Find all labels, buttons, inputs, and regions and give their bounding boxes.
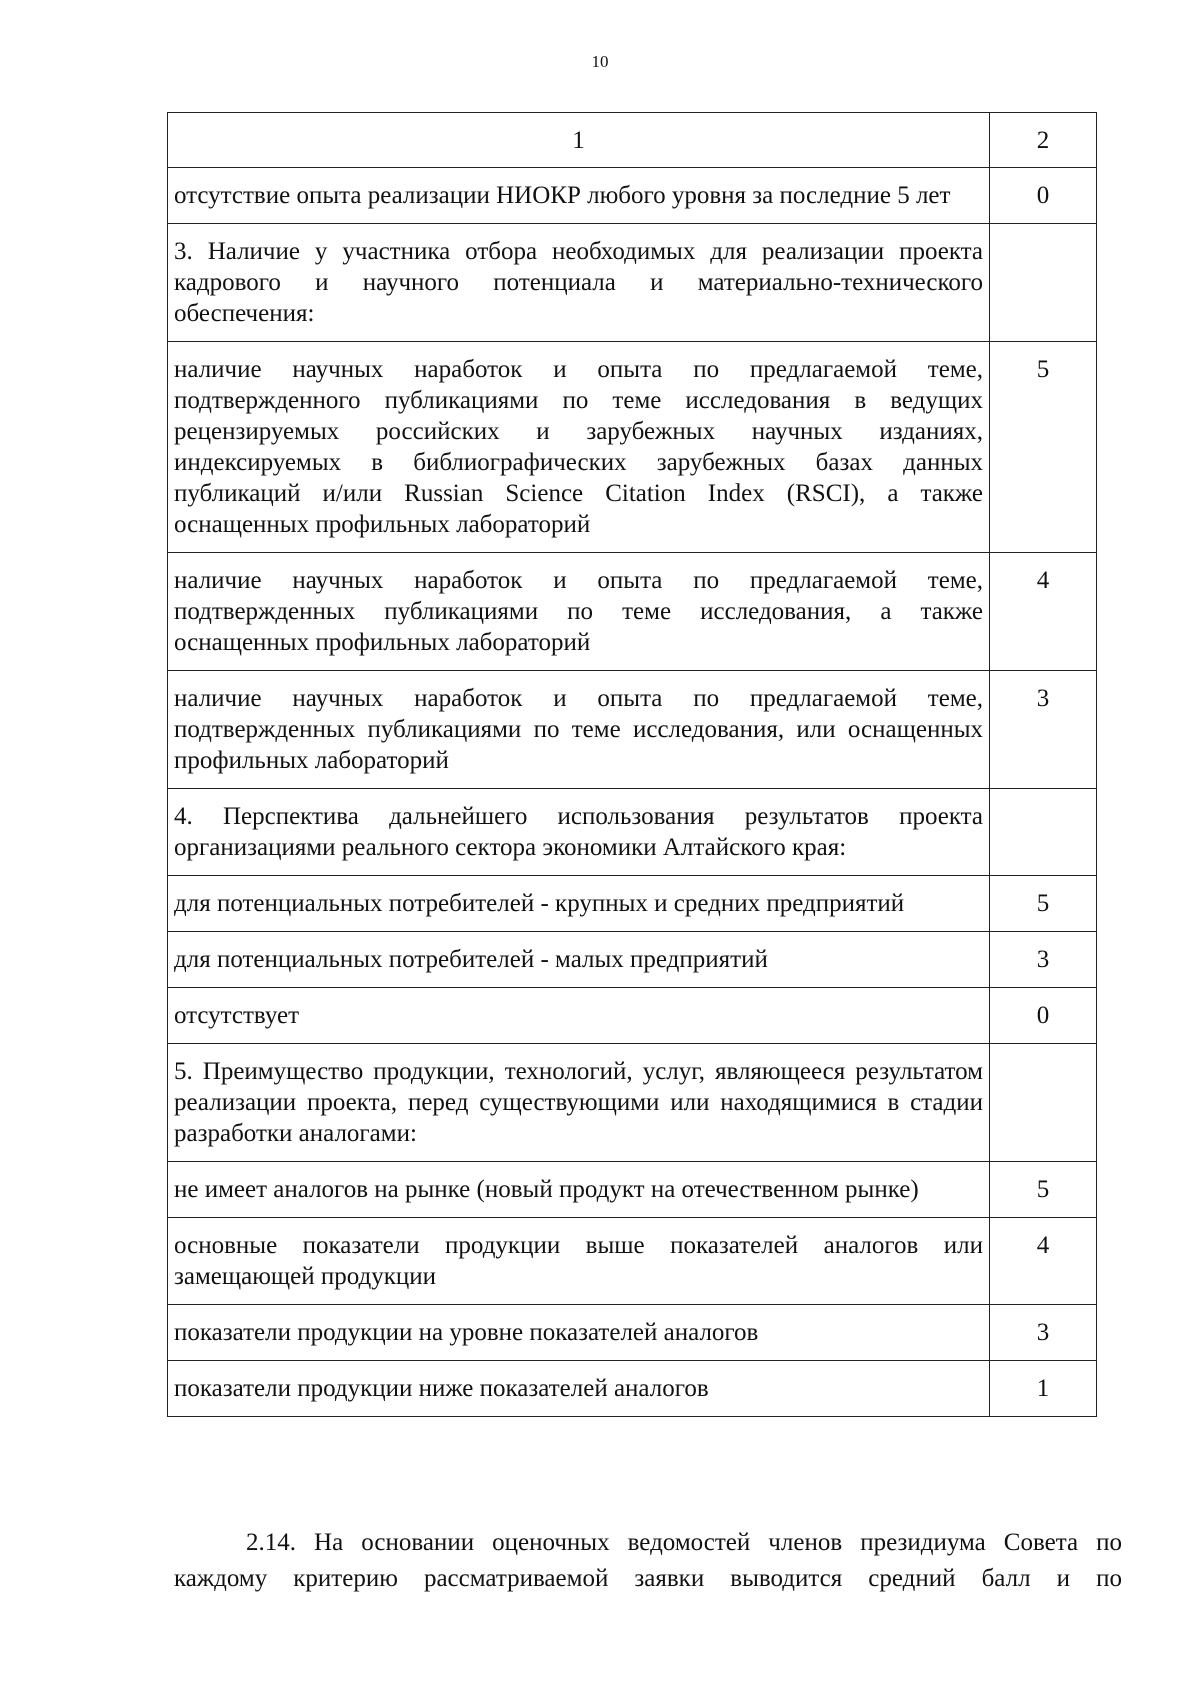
table-row	[168, 876, 1097, 932]
page-number: 10	[591, 52, 609, 71]
table-row	[168, 1218, 1097, 1305]
criterion-text: показатели продукции на уровне показателей аналогов	[168, 1305, 990, 1361]
criterion-score: 4	[990, 553, 1097, 671]
table-row	[168, 1361, 1097, 1417]
table-row	[168, 168, 1097, 224]
table-row	[168, 988, 1097, 1044]
criterion-text: для потенциальных потребителей - малых предприятий	[168, 932, 990, 988]
column-header-2: 2	[990, 113, 1097, 168]
criterion-text: показатели продукции ниже показателей аналогов	[168, 1361, 990, 1417]
criterion-score: 3	[990, 671, 1097, 789]
criterion-score: 3	[990, 932, 1097, 988]
criterion-score: 0	[990, 168, 1097, 224]
criterion-score: 3	[990, 1305, 1097, 1361]
criterion-text: наличие научных наработок и опыта по предлагаемой теме, подтвержденных публикациями по теме исследования, или оснащенных профильных лабораторий	[168, 671, 990, 789]
criterion-text: наличие научных наработок и опыта по предлагаемой теме, подтвержденных публикациями по теме исследования, а также оснащенных профильных лабораторий	[168, 553, 990, 671]
criterion-score: 1	[990, 1361, 1097, 1417]
table-row	[168, 224, 1097, 342]
column-header-1: 1	[168, 113, 990, 168]
table-row	[168, 1044, 1097, 1162]
table-row	[168, 932, 1097, 988]
criterion-score: 5	[990, 342, 1097, 553]
criterion-score: 0	[990, 988, 1097, 1044]
criterion-score	[990, 1044, 1097, 1162]
criterion-score	[990, 789, 1097, 876]
criterion-text: основные показатели продукции выше показателей аналогов или замещающей продукции	[168, 1218, 990, 1305]
criterion-text: отсутствие опыта реализации НИОКР любого уровня за последние 5 лет	[168, 168, 990, 224]
criterion-score: 4	[990, 1218, 1097, 1305]
criterion-heading: 5. Преимущество продукции, технологий, услуг, являющееся результатом реализации проекта, перед существующими или находящимися в стадии разработки аналогами:	[168, 1044, 990, 1162]
criterion-heading: 4. Перспектива дальнейшего использования результатов проекта организациями реального сектора экономики Алтайского края:	[168, 789, 990, 876]
criterion-score: 5	[990, 876, 1097, 932]
criterion-text: отсутствует	[168, 988, 990, 1044]
criterion-text: для потенциальных потребителей - крупных и средних предприятий	[168, 876, 990, 932]
table-row	[168, 553, 1097, 671]
table-row	[168, 1162, 1097, 1218]
criterion-text: наличие научных наработок и опыта по предлагаемой теме, подтвержденного публикациями по теме исследования в ведущих рецензируемых российских и зарубежных научных изданиях, индексируемых в библиографических зарубежных базах данных публикаций и/или Russian Science Citation Index (RSCI), а также оснащенных профильных лабораторий	[168, 342, 990, 553]
table-row	[168, 1305, 1097, 1361]
criterion-heading: 3. Наличие у участника отбора необходимых для реализации проекта кадрового и научного потенциала и материально-технического обеспечения:	[168, 224, 990, 342]
table-row	[168, 789, 1097, 876]
criterion-score	[990, 224, 1097, 342]
criteria-table	[167, 112, 1097, 1417]
table-header-row	[168, 113, 1097, 168]
table-row	[168, 671, 1097, 789]
table-row	[168, 342, 1097, 553]
criterion-score: 5	[990, 1162, 1097, 1218]
criterion-text: не имеет аналогов на рынке (новый продукт на отечественном рынке)	[168, 1162, 990, 1218]
body-paragraph: 2.14. На основании оценочных ведомостей членов президиума Совета по каждому критерию рассматриваемой заявки выводится средний балл и по	[174, 1529, 1122, 1592]
